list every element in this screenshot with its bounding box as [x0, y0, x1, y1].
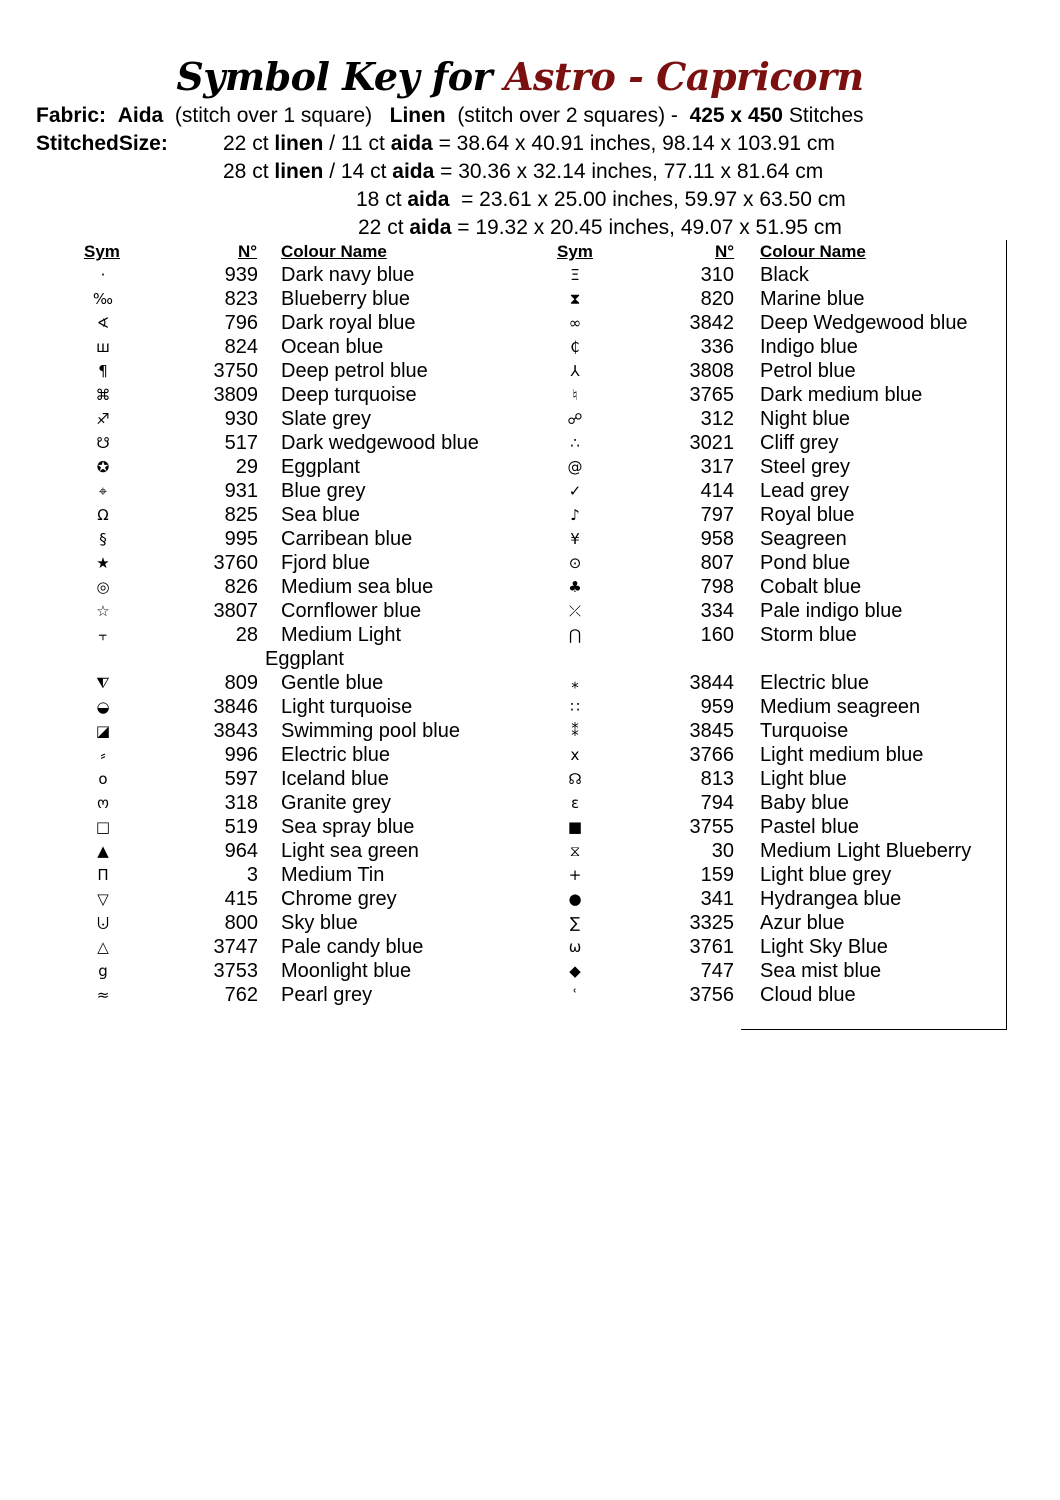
colour-name: Eggplant: [281, 456, 360, 478]
stitch-symbol-icon: ⨃: [96, 914, 110, 932]
colour-name: Sea mist blue: [760, 960, 882, 982]
stitch-symbol-icon: ო: [97, 794, 109, 812]
fabric-line: [36, 102, 864, 130]
table-row: [0, 863, 1060, 887]
size-count: 22 ct: [358, 216, 410, 239]
stitch-symbol-icon: Π: [97, 866, 109, 884]
stitch-symbol-icon: ⁎: [571, 674, 579, 692]
stitch-symbol-icon: ◆: [569, 962, 581, 980]
colour-name: Medium Light Blueberry: [760, 840, 972, 862]
stitch-symbol-icon: ‰: [92, 290, 114, 308]
table-row: [0, 767, 1060, 791]
stitched-size-label-text: StitchedSize:: [36, 132, 168, 155]
stitch-symbol-icon: ✓: [568, 482, 582, 500]
colour-number: 29: [235, 456, 258, 478]
stitch-symbol-icon: ∷: [570, 698, 580, 716]
size-dimensions: = 23.61 x 25.00 inches, 59.97 x 63.50 cm: [449, 188, 846, 211]
colour-number: 3809: [213, 384, 258, 406]
colour-number: 415: [224, 888, 258, 910]
table-row: [0, 623, 1060, 647]
colour-number: 931: [224, 480, 258, 502]
table-row: [0, 359, 1060, 383]
colour-name: Azur blue: [760, 912, 845, 934]
stitch-symbol-icon: ◎: [96, 578, 110, 596]
colour-name: Medium Light: [281, 624, 402, 646]
colour-name: Ocean blue: [281, 336, 384, 358]
table-row: [0, 671, 1060, 695]
colour-name: Granite grey: [281, 792, 392, 814]
fabric-aida: Aida: [117, 104, 164, 127]
colour-number: 3750: [213, 360, 258, 382]
colour-number: 995: [224, 528, 258, 550]
colour-number: 824: [224, 336, 258, 358]
colour-name: Hydrangea blue: [760, 888, 902, 910]
stitch-symbol-icon: @: [567, 458, 583, 476]
header-colour-name-right: Colour Name: [760, 242, 866, 261]
colour-name: Blue grey: [281, 480, 366, 502]
stitch-symbol-icon: ♮: [572, 386, 578, 404]
stitch-symbol-icon: ☊: [568, 770, 582, 788]
stitch-symbol-icon: ●: [568, 890, 582, 908]
stitched-size-line: [358, 214, 842, 242]
size-fabric-linen: linen: [274, 132, 324, 155]
header-sym-left: Sym: [84, 242, 120, 261]
table-row: [0, 383, 1060, 407]
table-row: [0, 959, 1060, 983]
table-row: [0, 719, 1060, 743]
stitch-symbol-icon: g: [98, 962, 108, 980]
stitch-symbol-icon: ⋂: [568, 626, 582, 644]
colour-name: Blueberry blue: [281, 288, 410, 310]
stitch-symbol-icon: ⧗: [569, 290, 581, 308]
colour-name: Pearl grey: [281, 984, 373, 1006]
stitch-symbol-icon: ₵: [570, 338, 580, 356]
colour-number: 28: [235, 624, 258, 646]
colour-name: Gentle blue: [281, 672, 384, 694]
colour-name: Cornflower blue: [281, 600, 422, 622]
fabric-linen-note: (stitch over 2 squares) -: [457, 104, 678, 127]
colour-name: Cloud blue: [760, 984, 856, 1006]
colour-number: 825: [224, 504, 258, 526]
colour-number: 823: [224, 288, 258, 310]
colour-number: 930: [224, 408, 258, 430]
colour-name: Light medium blue: [760, 744, 924, 766]
stitch-symbol-icon: ▽: [97, 890, 109, 908]
colour-number: 796: [224, 312, 258, 334]
stitch-symbol-icon: §: [99, 530, 107, 548]
colour-name: Dark navy blue: [281, 264, 415, 286]
table-row: [0, 983, 1060, 1007]
colour-name: Carribean blue: [281, 528, 413, 550]
colour-name-continued: Eggplant: [265, 648, 344, 670]
stitch-symbol-icon: □: [95, 818, 111, 836]
colour-number: 414: [700, 480, 734, 502]
stitch-symbol-icon: Ω: [97, 506, 109, 524]
stitched-size-line: [223, 130, 835, 158]
colour-name: Dark wedgewood blue: [281, 432, 479, 454]
table-row: [0, 791, 1060, 815]
colour-number: 3761: [689, 936, 734, 958]
size-count: 28 ct: [223, 160, 275, 183]
colour-name: Turquoise: [760, 720, 849, 742]
colour-name: Indigo blue: [760, 336, 858, 358]
colour-number: 312: [700, 408, 734, 430]
stitch-count: 425 x 450: [689, 104, 783, 127]
colour-number: 809: [224, 672, 258, 694]
colour-number: 3808: [689, 360, 734, 382]
table-row: [0, 815, 1060, 839]
size-fabric-aida: aida: [392, 160, 435, 183]
colour-number: 959: [700, 696, 734, 718]
stitch-symbol-icon: ⌖: [98, 482, 108, 500]
colour-number: 3756: [689, 984, 734, 1006]
colour-name: Moonlight blue: [281, 960, 412, 982]
fabric-aida-note: (stitch over 1 square): [174, 104, 373, 127]
colour-number: 3: [246, 864, 258, 886]
table-row: [0, 479, 1060, 503]
colour-name: Light blue: [760, 768, 847, 790]
colour-number: 159: [700, 864, 734, 886]
stitched-size-line: [356, 186, 846, 214]
table-row: [0, 455, 1060, 479]
colour-name: Deep Wedgewood blue: [760, 312, 968, 334]
stitch-symbol-icon: ♪: [570, 506, 580, 524]
colour-name: Electric blue: [281, 744, 390, 766]
colour-number: 3843: [213, 720, 258, 742]
stitch-symbol-icon: Ξ: [570, 266, 580, 284]
colour-number: 939: [224, 264, 258, 286]
stitch-symbol-icon: ¶: [98, 362, 108, 380]
colour-number: 3021: [689, 432, 734, 454]
size-fabric-linen: linen: [274, 160, 324, 183]
stitch-symbol-icon: ◪: [95, 722, 111, 740]
colour-number: 3766: [689, 744, 734, 766]
stitch-symbol-icon: ☍: [567, 410, 583, 428]
colour-name: Cliff grey: [760, 432, 839, 454]
colour-name: Cobalt blue: [760, 576, 862, 598]
colour-number: 958: [700, 528, 734, 550]
colour-name: Sky blue: [281, 912, 358, 934]
colour-number: 30: [711, 840, 734, 862]
stitch-symbol-icon: ∞: [568, 314, 582, 332]
stitch-symbol-icon: ≈: [96, 986, 110, 1004]
colour-name: Baby blue: [760, 792, 849, 814]
colour-name: Pale indigo blue: [760, 600, 903, 622]
colour-name: Pastel blue: [760, 816, 859, 838]
stitch-symbol-icon: ω: [568, 938, 582, 956]
colour-name: Medium sea blue: [281, 576, 434, 598]
colour-name: Royal blue: [760, 504, 855, 526]
stitch-symbol-icon: ♐: [96, 410, 110, 428]
colour-number: 597: [224, 768, 258, 790]
colour-number: 318: [224, 792, 258, 814]
size-dimensions: = 30.36 x 32.14 inches, 77.11 x 81.64 cm: [434, 160, 824, 183]
colour-name: Storm blue: [760, 624, 857, 646]
colour-number: 800: [224, 912, 258, 934]
colour-name: Swimming pool blue: [281, 720, 460, 742]
colour-name: Lead grey: [760, 480, 849, 502]
colour-name: Light sea green: [281, 840, 419, 862]
colour-number: 3755: [689, 816, 734, 838]
stitch-symbol-icon: ⫟: [98, 626, 108, 644]
stitched-size-label: [36, 130, 168, 158]
table-row: [0, 407, 1060, 431]
colour-name: Deep petrol blue: [281, 360, 428, 382]
colour-number: 3753: [213, 960, 258, 982]
size-fabric-aida: aida: [407, 188, 450, 211]
colour-number: 794: [700, 792, 734, 814]
table-row: [0, 911, 1060, 935]
stitch-symbol-icon: x: [570, 746, 580, 764]
header-colour-name-left: Colour Name: [281, 242, 387, 261]
table-row: [0, 503, 1060, 527]
colour-name: Medium seagreen: [760, 696, 921, 718]
colour-name: Light Sky Blue: [760, 936, 888, 958]
table-row-continuation: [0, 647, 1060, 671]
stitch-symbol-icon: ☋: [96, 434, 110, 452]
table-row: [0, 527, 1060, 551]
size-dimensions: = 19.32 x 20.45 inches, 49.07 x 51.95 cm: [451, 216, 842, 239]
colour-name: Dark royal blue: [281, 312, 416, 334]
table-row: [0, 575, 1060, 599]
colour-number: 3846: [213, 696, 258, 718]
colour-name: Light turquoise: [281, 696, 413, 718]
table-row: [0, 695, 1060, 719]
stitch-symbol-icon: ⧖: [569, 842, 581, 860]
colour-number: 798: [700, 576, 734, 598]
colour-number: 3760: [213, 552, 258, 574]
colour-number: 762: [224, 984, 258, 1006]
colour-name: Sea blue: [281, 504, 360, 526]
stitched-size-line: [223, 158, 823, 186]
colour-name: Seagreen: [760, 528, 847, 550]
table-row: [0, 935, 1060, 959]
stitch-symbol-icon: ʿ: [572, 986, 578, 1004]
stitch-symbol-icon: ✪: [96, 458, 110, 476]
colour-number: 341: [700, 888, 734, 910]
stitch-symbol-icon: ¥: [570, 530, 580, 548]
colour-number: 3325: [689, 912, 734, 934]
colour-number: 797: [700, 504, 734, 526]
colour-name: Light blue grey: [760, 864, 892, 886]
colour-number: 317: [700, 456, 734, 478]
colour-number: 747: [700, 960, 734, 982]
colour-name: Iceland blue: [281, 768, 389, 790]
colour-number: 3842: [689, 312, 734, 334]
stitch-symbol-icon: ◒: [96, 698, 110, 716]
colour-number: 3844: [689, 672, 734, 694]
colour-name: Black: [760, 264, 809, 286]
table-row: [0, 839, 1060, 863]
table-border-bottom: [741, 1029, 1007, 1030]
stitch-symbol-icon: ·: [100, 266, 106, 284]
page-title: [0, 52, 1040, 102]
size-dimensions: = 38.64 x 40.91 inches, 98.14 x 103.91 cm: [432, 132, 835, 155]
size-fabric-aida: aida: [390, 132, 433, 155]
header-sym-right: Sym: [557, 242, 593, 261]
title-prefix: Symbol Key for: [176, 54, 493, 99]
table-border-right: [1006, 240, 1007, 1030]
colour-name: Electric blue: [760, 672, 869, 694]
colour-number: 996: [224, 744, 258, 766]
colour-number: 160: [700, 624, 734, 646]
stitch-symbol-icon: ∢: [96, 314, 110, 332]
colour-number: 820: [700, 288, 734, 310]
table-row: [0, 263, 1060, 287]
colour-name: Pale candy blue: [281, 936, 424, 958]
stitch-symbol-icon: ♣: [568, 578, 582, 596]
colour-name: Night blue: [760, 408, 851, 430]
stitch-symbol-icon: ш: [96, 338, 110, 356]
stitch-symbol-icon: ∴: [570, 434, 580, 452]
colour-number: 517: [224, 432, 258, 454]
header-number-right: N°: [715, 242, 735, 261]
colour-number: 334: [700, 600, 734, 622]
colour-name: Petrol blue: [760, 360, 856, 382]
colour-name: Medium Tin: [281, 864, 385, 886]
colour-number: 519: [224, 816, 258, 838]
size-count: 22 ct: [223, 132, 275, 155]
colour-number: 826: [224, 576, 258, 598]
colour-name: Slate grey: [281, 408, 372, 430]
header-number-left: N°: [238, 242, 258, 261]
stitch-symbol-icon: ∑: [569, 914, 581, 932]
colour-name: Steel grey: [760, 456, 851, 478]
table-row: [0, 887, 1060, 911]
stitch-symbol-icon: ⁑: [571, 722, 579, 740]
colour-name: Chrome grey: [281, 888, 397, 910]
title-pattern-name: Astro - Capricorn: [504, 54, 864, 99]
colour-number: 3845: [689, 720, 734, 742]
colour-name: Fjord blue: [281, 552, 370, 574]
colour-number: 336: [700, 336, 734, 358]
colour-name: Dark medium blue: [760, 384, 923, 406]
stitch-symbol-icon: ⊙: [568, 554, 582, 572]
stitch-symbol-icon: △: [97, 938, 109, 956]
table-row: [0, 551, 1060, 575]
colour-name: Marine blue: [760, 288, 865, 310]
stitch-symbol-icon: +: [568, 866, 582, 884]
stitch-symbol-icon: ■: [567, 818, 583, 836]
size-fabric-aida: aida: [409, 216, 452, 239]
fabric-label: Fabric:: [36, 104, 107, 127]
size-sep: / 14 ct: [323, 160, 393, 183]
size-sep: / 11 ct: [323, 132, 391, 155]
stitch-symbol-icon: ⅄: [570, 362, 580, 380]
table-row: [0, 431, 1060, 455]
stitch-symbol-icon: ⸗: [100, 746, 106, 764]
stitch-symbol-icon: ▲: [97, 842, 109, 860]
colour-number: 310: [700, 264, 734, 286]
stitch-symbol-icon: ⤫: [568, 602, 581, 620]
stitch-symbol-icon: o: [98, 770, 108, 788]
colour-number: 3765: [689, 384, 734, 406]
stitch-symbol-icon: ε: [570, 794, 580, 812]
table-row: [0, 311, 1060, 335]
stitch-symbol-icon: ⌘: [95, 386, 111, 404]
colour-number: 964: [224, 840, 258, 862]
fabric-linen: Linen: [389, 104, 446, 127]
colour-name: Pond blue: [760, 552, 851, 574]
colour-number: 3747: [213, 936, 258, 958]
colour-name: Deep turquoise: [281, 384, 417, 406]
stitch-symbol-icon: ⧨: [96, 674, 110, 692]
colour-number: 807: [700, 552, 734, 574]
stitch-symbol-icon: ★: [96, 554, 110, 572]
colour-number: 3807: [213, 600, 258, 622]
table-row: [0, 599, 1060, 623]
table-row: [0, 287, 1060, 311]
colour-number: 813: [700, 768, 734, 790]
size-count: 18 ct: [356, 188, 408, 211]
stitch-word: Stitches: [788, 104, 864, 127]
stitch-symbol-icon: ☆: [96, 602, 110, 620]
table-row: [0, 335, 1060, 359]
table-row: [0, 743, 1060, 767]
colour-name: Sea spray blue: [281, 816, 415, 838]
